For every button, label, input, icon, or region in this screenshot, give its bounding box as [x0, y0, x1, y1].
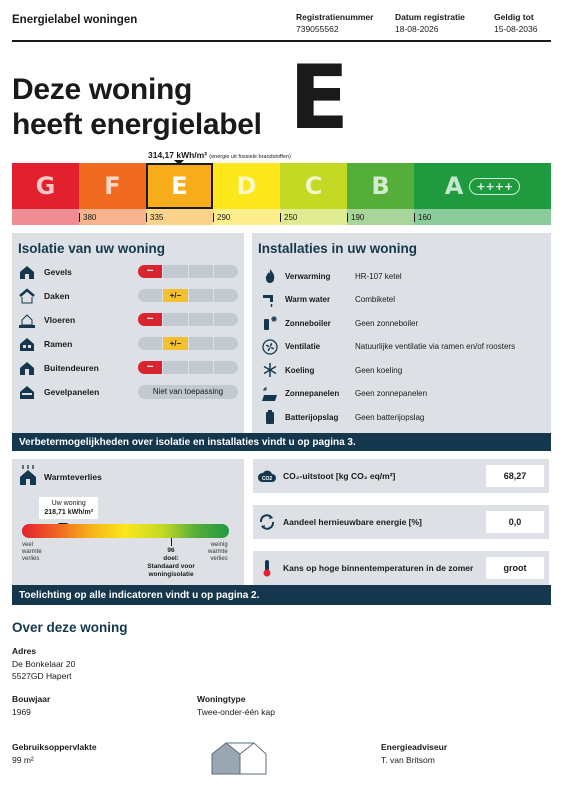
installation-value: Natuurlijke ventilatie via ramen en/of roosters	[355, 342, 516, 351]
isolation-meter-cell	[189, 289, 214, 302]
installation-value: Geen koeling	[355, 365, 403, 375]
floor-area-block	[12, 742, 97, 766]
facade-icon	[18, 264, 36, 280]
isolation-meter	[138, 313, 238, 326]
isolation-row	[18, 360, 99, 376]
recycle-icon	[257, 513, 277, 531]
address-street: De Bonkelaar 20	[12, 659, 76, 669]
isolation-meter	[138, 289, 238, 302]
build-year-block	[12, 694, 50, 718]
installation-value: Geen batterijopslag	[355, 412, 425, 422]
advisor-value: T. van Britsom	[381, 755, 435, 765]
tap-icon	[262, 292, 278, 308]
indicator-renewable-label: Aandeel hernieuwbare energie [%]	[283, 517, 422, 527]
threshold-segment	[280, 209, 347, 225]
hero-title-line1: Deze woning	[12, 73, 193, 106]
isolation-row-label: Gevelpanelen	[44, 387, 100, 397]
much-heat-loss-line3: verlies	[22, 556, 40, 562]
energy-class-letter: F	[104, 172, 121, 200]
threshold-value: 380	[79, 213, 96, 222]
isolation-row-label: Ramen	[44, 339, 73, 349]
floor-icon	[18, 312, 36, 328]
indicator-overheating-value: groot	[486, 557, 544, 579]
isolation-meter-cell	[189, 313, 214, 326]
energy-label-letter: E	[289, 46, 350, 149]
isolation-meter	[138, 337, 238, 350]
installation-row	[262, 268, 402, 284]
installation-value: Combiketel	[355, 295, 396, 304]
indicator-overheating	[253, 551, 549, 585]
isolation-meter	[138, 361, 238, 374]
target-word: doel:	[163, 555, 179, 562]
isolation-row	[18, 336, 72, 352]
threshold-value: 290	[213, 213, 230, 222]
isolation-meter-cell	[189, 265, 214, 278]
hero-title-line2: heeft energielabel	[12, 108, 262, 141]
energy-class-b	[347, 163, 414, 209]
energy-class-letter: B	[371, 172, 390, 200]
home-type-value: Twee-onder-één kap	[197, 707, 275, 717]
valid-until	[494, 11, 537, 35]
little-heat-loss-label	[208, 542, 228, 563]
energy-class-c	[280, 163, 347, 209]
document-title: Energielabel woningen	[12, 14, 138, 26]
isolation-panel	[12, 233, 244, 433]
isolation-meter-cell	[163, 361, 188, 374]
floor-area-label: Gebruiksoppervlakte	[12, 742, 97, 752]
improvements-banner: Verbetermogelijkheden over isolatie en installaties vindt u op pagina 3.	[12, 433, 551, 451]
isolation-meter-cell	[214, 289, 238, 302]
installation-value: Geen zonneboiler	[355, 318, 419, 328]
battery-icon	[262, 409, 278, 425]
energy-consumption	[148, 150, 291, 160]
address-value	[12, 658, 75, 682]
isolation-meter-cell	[138, 289, 163, 302]
isolation-score: −	[138, 313, 163, 326]
energy-consumption-note: (energie uit fossiele brandstoffen)	[209, 154, 291, 160]
energy-class-letter: E	[171, 172, 188, 200]
panel-icon	[18, 384, 36, 400]
your-home-callout	[39, 497, 98, 519]
your-home-label: Uw woning	[51, 500, 86, 507]
installation-value: Geen zonnepanelen	[355, 389, 428, 398]
installation-label: Koeling	[285, 365, 315, 375]
thermometer-icon	[257, 558, 277, 578]
target-marker	[171, 538, 172, 546]
energy-class-d	[213, 163, 280, 209]
isolation-meter-cell	[214, 313, 238, 326]
isolation-score: −	[138, 265, 163, 278]
installation-row	[262, 362, 402, 378]
heat-loss-gradient-bar	[22, 524, 229, 538]
isolation-row	[18, 264, 72, 280]
address-label: Adres	[12, 646, 37, 656]
build-year-label: Bouwjaar	[12, 694, 51, 704]
home-type-label: Woningtype	[197, 694, 246, 704]
little-heat-loss-line2: warmte	[208, 549, 228, 555]
indicator-renewable	[253, 505, 549, 539]
isolation-meter-cell	[214, 361, 238, 374]
installation-row	[262, 409, 424, 425]
installation-label: Zonnepanelen	[285, 389, 340, 398]
indicator-renewable-value: 0,0	[486, 511, 544, 533]
isolation-meter-cell	[214, 265, 238, 278]
build-year-value: 1969	[12, 707, 31, 717]
target-line2: Standaard voor	[147, 563, 195, 570]
registration-number-value: 739055562	[296, 24, 339, 34]
isolation-meter-cell	[163, 265, 188, 278]
threshold-segment	[146, 209, 213, 225]
snowflake-icon	[262, 362, 278, 378]
indicator-co2-label: CO₂-uitstoot [kg CO₂ eq/m²]	[283, 471, 396, 481]
isolation-row	[18, 288, 70, 304]
isolation-not-applicable: Niet van toepassing	[138, 385, 238, 399]
co2-icon	[257, 468, 277, 484]
address-postcode: 5527GD Hapert	[12, 671, 72, 681]
svg-text:CO2: CO2	[261, 476, 273, 482]
energy-class-a	[414, 163, 551, 209]
advisor-label: Energieadviseur	[381, 742, 448, 752]
threshold-segment	[12, 209, 79, 225]
isolation-row-label: Gevels	[44, 267, 72, 277]
isolation-row-label: Daken	[44, 291, 70, 301]
installation-label: Warm water	[285, 295, 331, 304]
isolation-score: −	[138, 361, 163, 374]
isolation-row-label: Vloeren	[44, 315, 76, 325]
solar-panel-icon	[262, 386, 278, 402]
threshold-value: 250	[280, 213, 297, 222]
registration-number-label: Registratienummer	[296, 12, 374, 22]
installation-row	[262, 339, 515, 355]
energy-class-f	[79, 163, 146, 209]
floor-area-value: 99 m²	[12, 755, 34, 765]
isolation-row	[18, 312, 75, 328]
threshold-segment	[414, 209, 551, 225]
isolation-row	[18, 384, 99, 400]
flame-icon	[262, 268, 278, 284]
energy-class-letter: D	[236, 172, 257, 200]
isolation-score: +/−	[163, 337, 188, 350]
much-heat-loss-line1: veel	[22, 542, 34, 548]
valid-until-label: Geldig tot	[494, 12, 534, 22]
little-heat-loss-line1: weinig	[210, 542, 228, 548]
door-icon	[18, 360, 36, 376]
indicator-co2	[253, 459, 549, 493]
home-type-block	[197, 694, 275, 718]
energy-class-e	[146, 163, 213, 209]
energy-consumption-value: 314,17 kWh/m²	[148, 150, 208, 160]
little-heat-loss-line3: verlies	[210, 556, 228, 562]
energy-threshold-scale	[12, 209, 551, 225]
explanation-banner: Toelichting op alle indicatoren vindt u op pagina 2.	[12, 585, 551, 605]
installation-label: Verwarming	[285, 271, 331, 281]
threshold-segment	[213, 209, 280, 225]
advisor-block	[381, 742, 447, 766]
threshold-value: 160	[414, 213, 431, 222]
isolation-meter-cell	[163, 313, 188, 326]
registration-date-label: Datum registratie	[395, 12, 465, 22]
installations-panel	[252, 233, 551, 433]
installations-title: Installaties in uw woning	[258, 241, 418, 256]
energy-class-letter: G	[35, 172, 56, 200]
house-heat-icon	[19, 464, 37, 486]
isolation-meter-cell	[214, 337, 238, 350]
installation-value: HR-107 ketel	[355, 271, 402, 281]
installation-label: Zonneboiler	[285, 318, 331, 328]
solar-boiler-icon	[262, 315, 278, 331]
energy-class-a-plus-badge: ++++	[469, 178, 520, 195]
energy-label-scale	[12, 163, 551, 209]
threshold-segment	[79, 209, 146, 225]
installation-row	[262, 386, 427, 402]
isolation-meter-cell	[189, 337, 214, 350]
installation-label: Batterijopslag	[285, 412, 339, 422]
about-home-title: Over deze woning	[12, 620, 128, 635]
valid-until-value: 15-08-2036	[494, 24, 538, 34]
isolation-title: Isolatie van uw woning	[18, 241, 166, 256]
installation-row	[262, 292, 395, 308]
isolation-row-label: Buitendeuren	[44, 363, 99, 373]
target-label	[141, 547, 201, 579]
indicator-co2-value: 68,27	[486, 465, 544, 487]
target-value: 96	[167, 547, 175, 554]
address-block	[12, 646, 75, 682]
hero-title	[12, 72, 262, 142]
header-divider	[12, 40, 551, 42]
registration-number	[296, 11, 373, 35]
roof-icon	[18, 288, 36, 304]
isolation-score: +/−	[163, 289, 188, 302]
registration-date	[395, 11, 465, 35]
energy-class-letter: A	[444, 172, 464, 200]
much-heat-loss-label	[22, 542, 42, 563]
installation-label: Ventilatie	[285, 342, 321, 351]
semi-detached-house-icon	[208, 740, 268, 776]
heat-loss-title: Warmteverlies	[44, 472, 102, 482]
window-icon	[18, 336, 36, 352]
much-heat-loss-line2: warmte	[22, 549, 42, 555]
isolation-meter	[138, 265, 238, 278]
isolation-meter-cell	[138, 337, 163, 350]
threshold-value: 335	[146, 213, 163, 222]
your-home-value: 218,71 kWh/m²	[44, 509, 94, 516]
registration-date-value: 18-08-2026	[395, 24, 439, 34]
fan-icon	[262, 339, 278, 355]
isolation-meter-cell	[189, 361, 214, 374]
indicator-overheating-label: Kans op hoge binnentemperaturen in de zomer	[283, 563, 474, 573]
installation-row	[262, 315, 418, 331]
energy-class-g	[12, 163, 79, 209]
threshold-segment	[347, 209, 414, 225]
target-line3: woningisolatie	[148, 571, 194, 578]
threshold-value: 190	[347, 213, 364, 222]
energy-class-letter: C	[304, 172, 323, 200]
